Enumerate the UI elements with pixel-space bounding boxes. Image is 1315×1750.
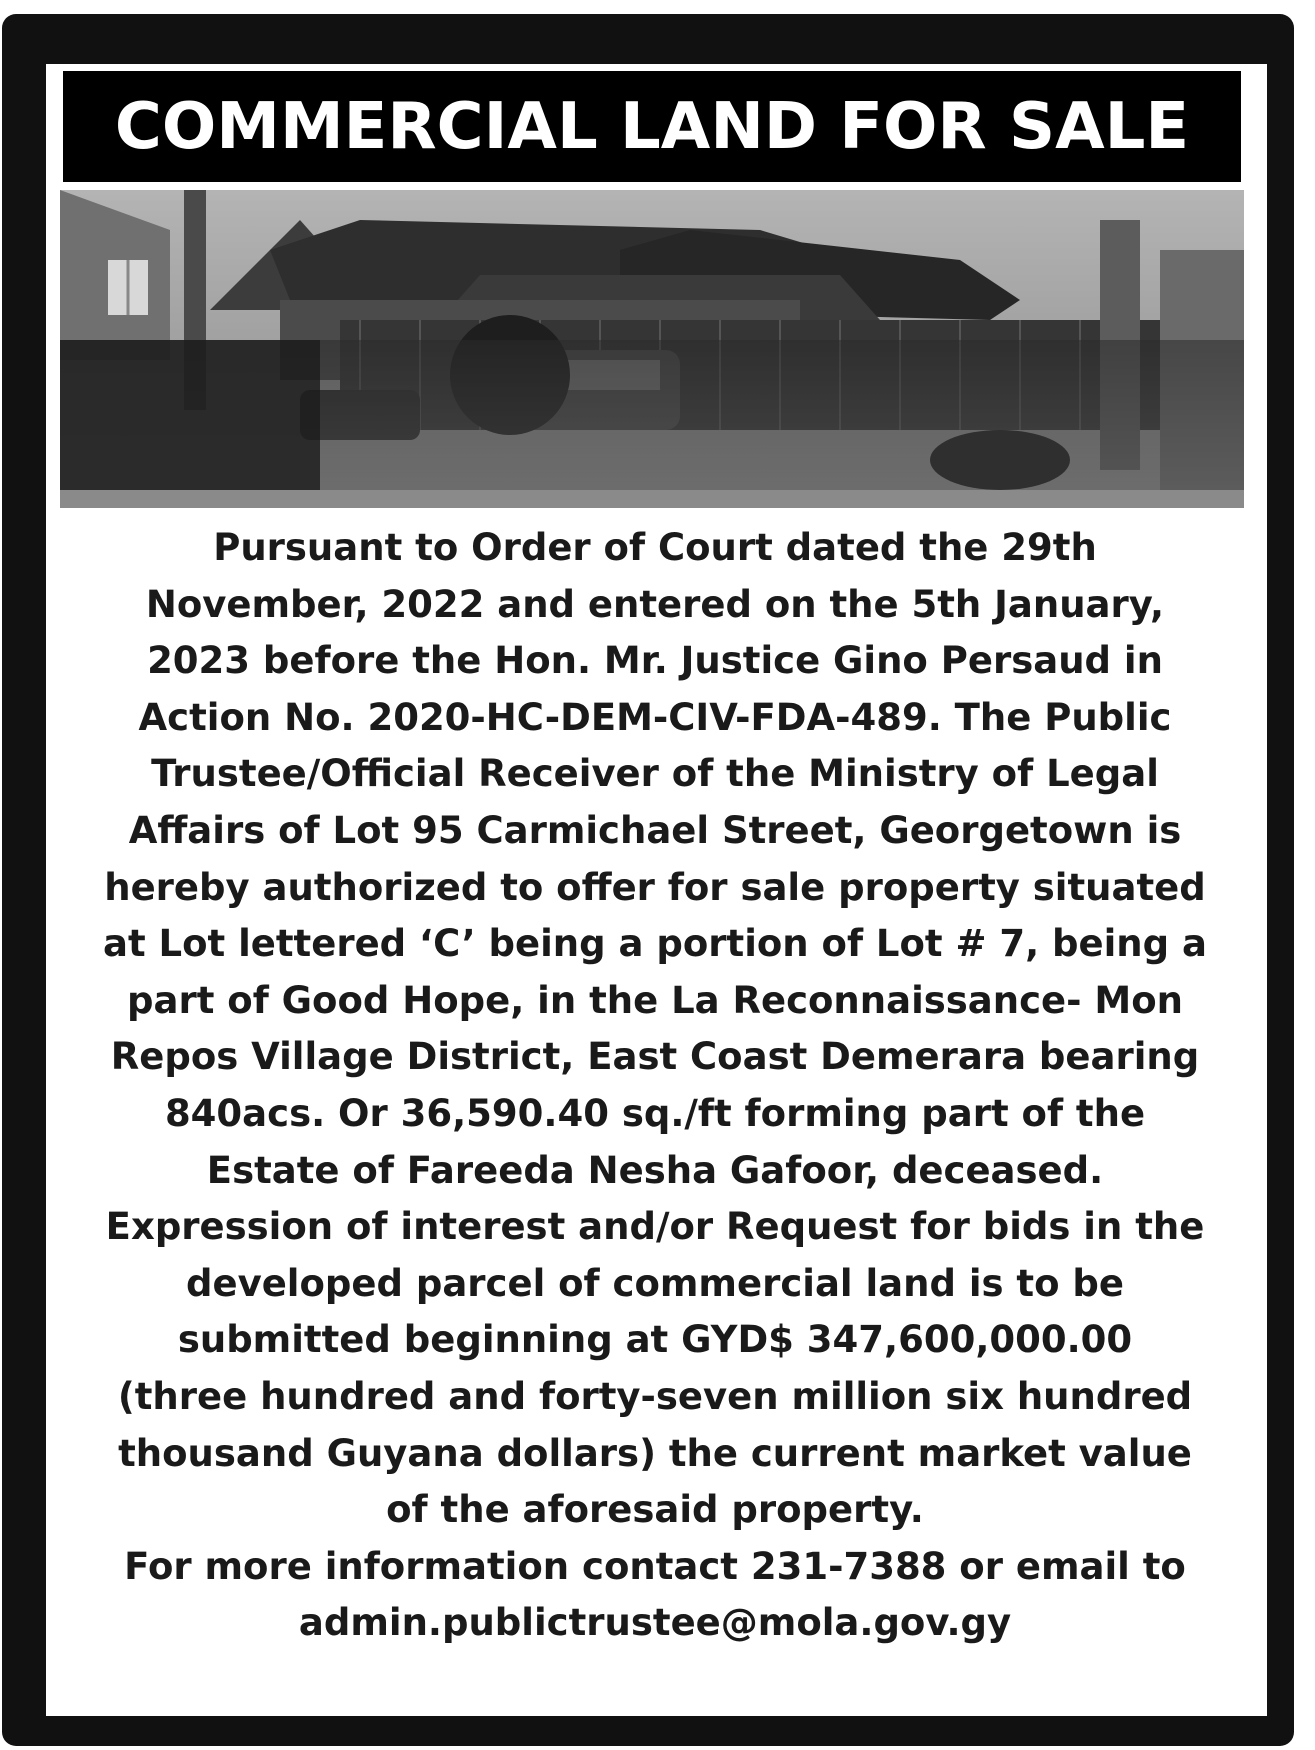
property-photo [60,190,1244,508]
body-line: Expression of interest and/or Request for bids in the [105,1205,1205,1249]
body-line: 840acs. Or 36,590.40 sq./ft forming part of the [164,1091,1146,1135]
body-line: Estate of Fareeda Nesha Gafoor, deceased. [206,1148,1104,1192]
body-line: 2023 before the Hon. Mr. Justice Gino Persaud in [147,639,1163,683]
body-line: Pursuant to Order of Court dated the 29th [213,526,1097,569]
headline-banner [63,71,1241,182]
property-photo-graphic [60,190,1244,508]
body-line: of the aforesaid property. [386,1488,924,1532]
body-line: part of Good Hope, in the La Reconnaissance- Mon [127,978,1183,1022]
body-line: Repos Village District, East Coast Demerara bearing [110,1035,1200,1079]
body-line: Affairs of Lot 95 Carmichael Street, Georgetown is [128,808,1182,852]
notice-frame [2,14,1294,1746]
notice-body [60,520,1250,1652]
body-line: thousand Guyana dollars) the current market value [118,1431,1192,1475]
body-line: developed parcel of commercial land is to be [186,1261,1124,1305]
body-line: Action No. 2020-HC-DEM-CIV-FDA-489. The Public [138,695,1172,739]
body-line: Trustee/Official Receiver of the Ministry of Legal [151,752,1159,796]
body-line: hereby authorized to offer for sale property situated [104,865,1206,909]
notice-panel [46,64,1267,1716]
contact-email: admin.publictrustee@mola.gov.gy [298,1601,1012,1645]
notice-headline: COMMERCIAL LAND FOR SALE [114,89,1190,164]
body-line: (three hundred and forty-seven million six hundred [117,1374,1193,1418]
body-line: submitted beginning at GYD$ 347,600,000.00 [177,1318,1133,1362]
body-line: at Lot lettered ‘C’ being a portion of Lot # 7, being a [102,922,1207,966]
body-line: November, 2022 and entered on the 5th January, [145,582,1165,626]
contact-line: For more information contact 231-7388 or email to [124,1544,1186,1588]
